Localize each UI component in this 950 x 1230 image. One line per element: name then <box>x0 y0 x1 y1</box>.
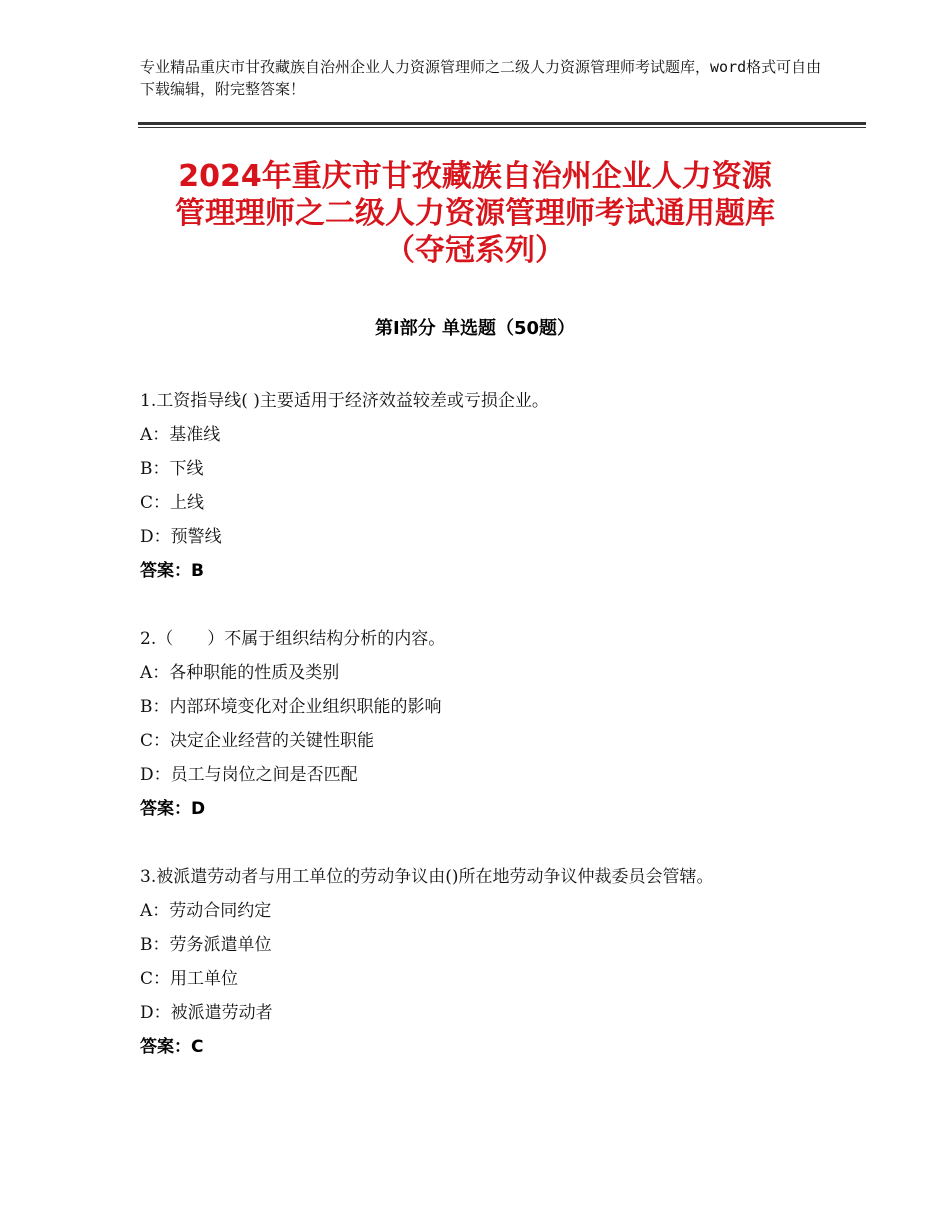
header-divider-thick <box>138 122 866 125</box>
option-b: B：下线 <box>140 459 204 479</box>
question-stem: 1.工资指导线( )主要适用于经济效益较差或亏损企业。 <box>140 391 549 411</box>
question-2 <box>140 622 820 826</box>
header-divider-thin <box>138 127 866 128</box>
option-a: A：劳动合同约定 <box>140 901 272 921</box>
option-a: A：基准线 <box>140 425 221 445</box>
answer-label: 答案：C <box>140 1037 204 1057</box>
option-c: C：用工单位 <box>140 969 239 989</box>
title-line-1: 2024年重庆市甘孜藏族自治州企业人力资源 <box>178 159 772 194</box>
option-c: C：决定企业经营的关键性职能 <box>140 731 375 751</box>
question-1 <box>140 384 820 588</box>
option-d: D：被派遣劳动者 <box>140 1003 273 1023</box>
option-d: D：员工与岗位之间是否匹配 <box>140 765 358 785</box>
answer-label: 答案：B <box>140 561 204 581</box>
option-b: B：劳务派遣单位 <box>140 935 272 955</box>
question-3 <box>140 860 820 1064</box>
title-line-2: 管理理师之二级人力资源管理师考试通用题库 <box>175 196 775 231</box>
option-b: B：内部环境变化对企业组织职能的影响 <box>140 697 442 717</box>
title-line-3: （夺冠系列） <box>385 233 565 268</box>
section-heading: 第Ⅰ部分 单选题（50题） <box>374 318 575 339</box>
option-a: A：各种职能的性质及类别 <box>140 663 340 683</box>
option-d: D：预警线 <box>140 527 222 547</box>
option-c: C：上线 <box>140 493 205 513</box>
header-note: 专业精品重庆市甘孜藏族自治州企业人力资源管理师之二级人力资源管理师考试题库，word格式可自由下载编辑，附完整答案！ <box>140 58 822 98</box>
document-title <box>100 158 850 269</box>
question-list <box>140 384 820 1098</box>
question-stem: 3.被派遣劳动者与用工单位的劳动争议由()所在地劳动争议仲裁委员会管辖。 <box>140 867 714 887</box>
question-stem: 2.（ ）不属于组织结构分析的内容。 <box>140 629 446 649</box>
answer-label: 答案：D <box>140 799 206 819</box>
